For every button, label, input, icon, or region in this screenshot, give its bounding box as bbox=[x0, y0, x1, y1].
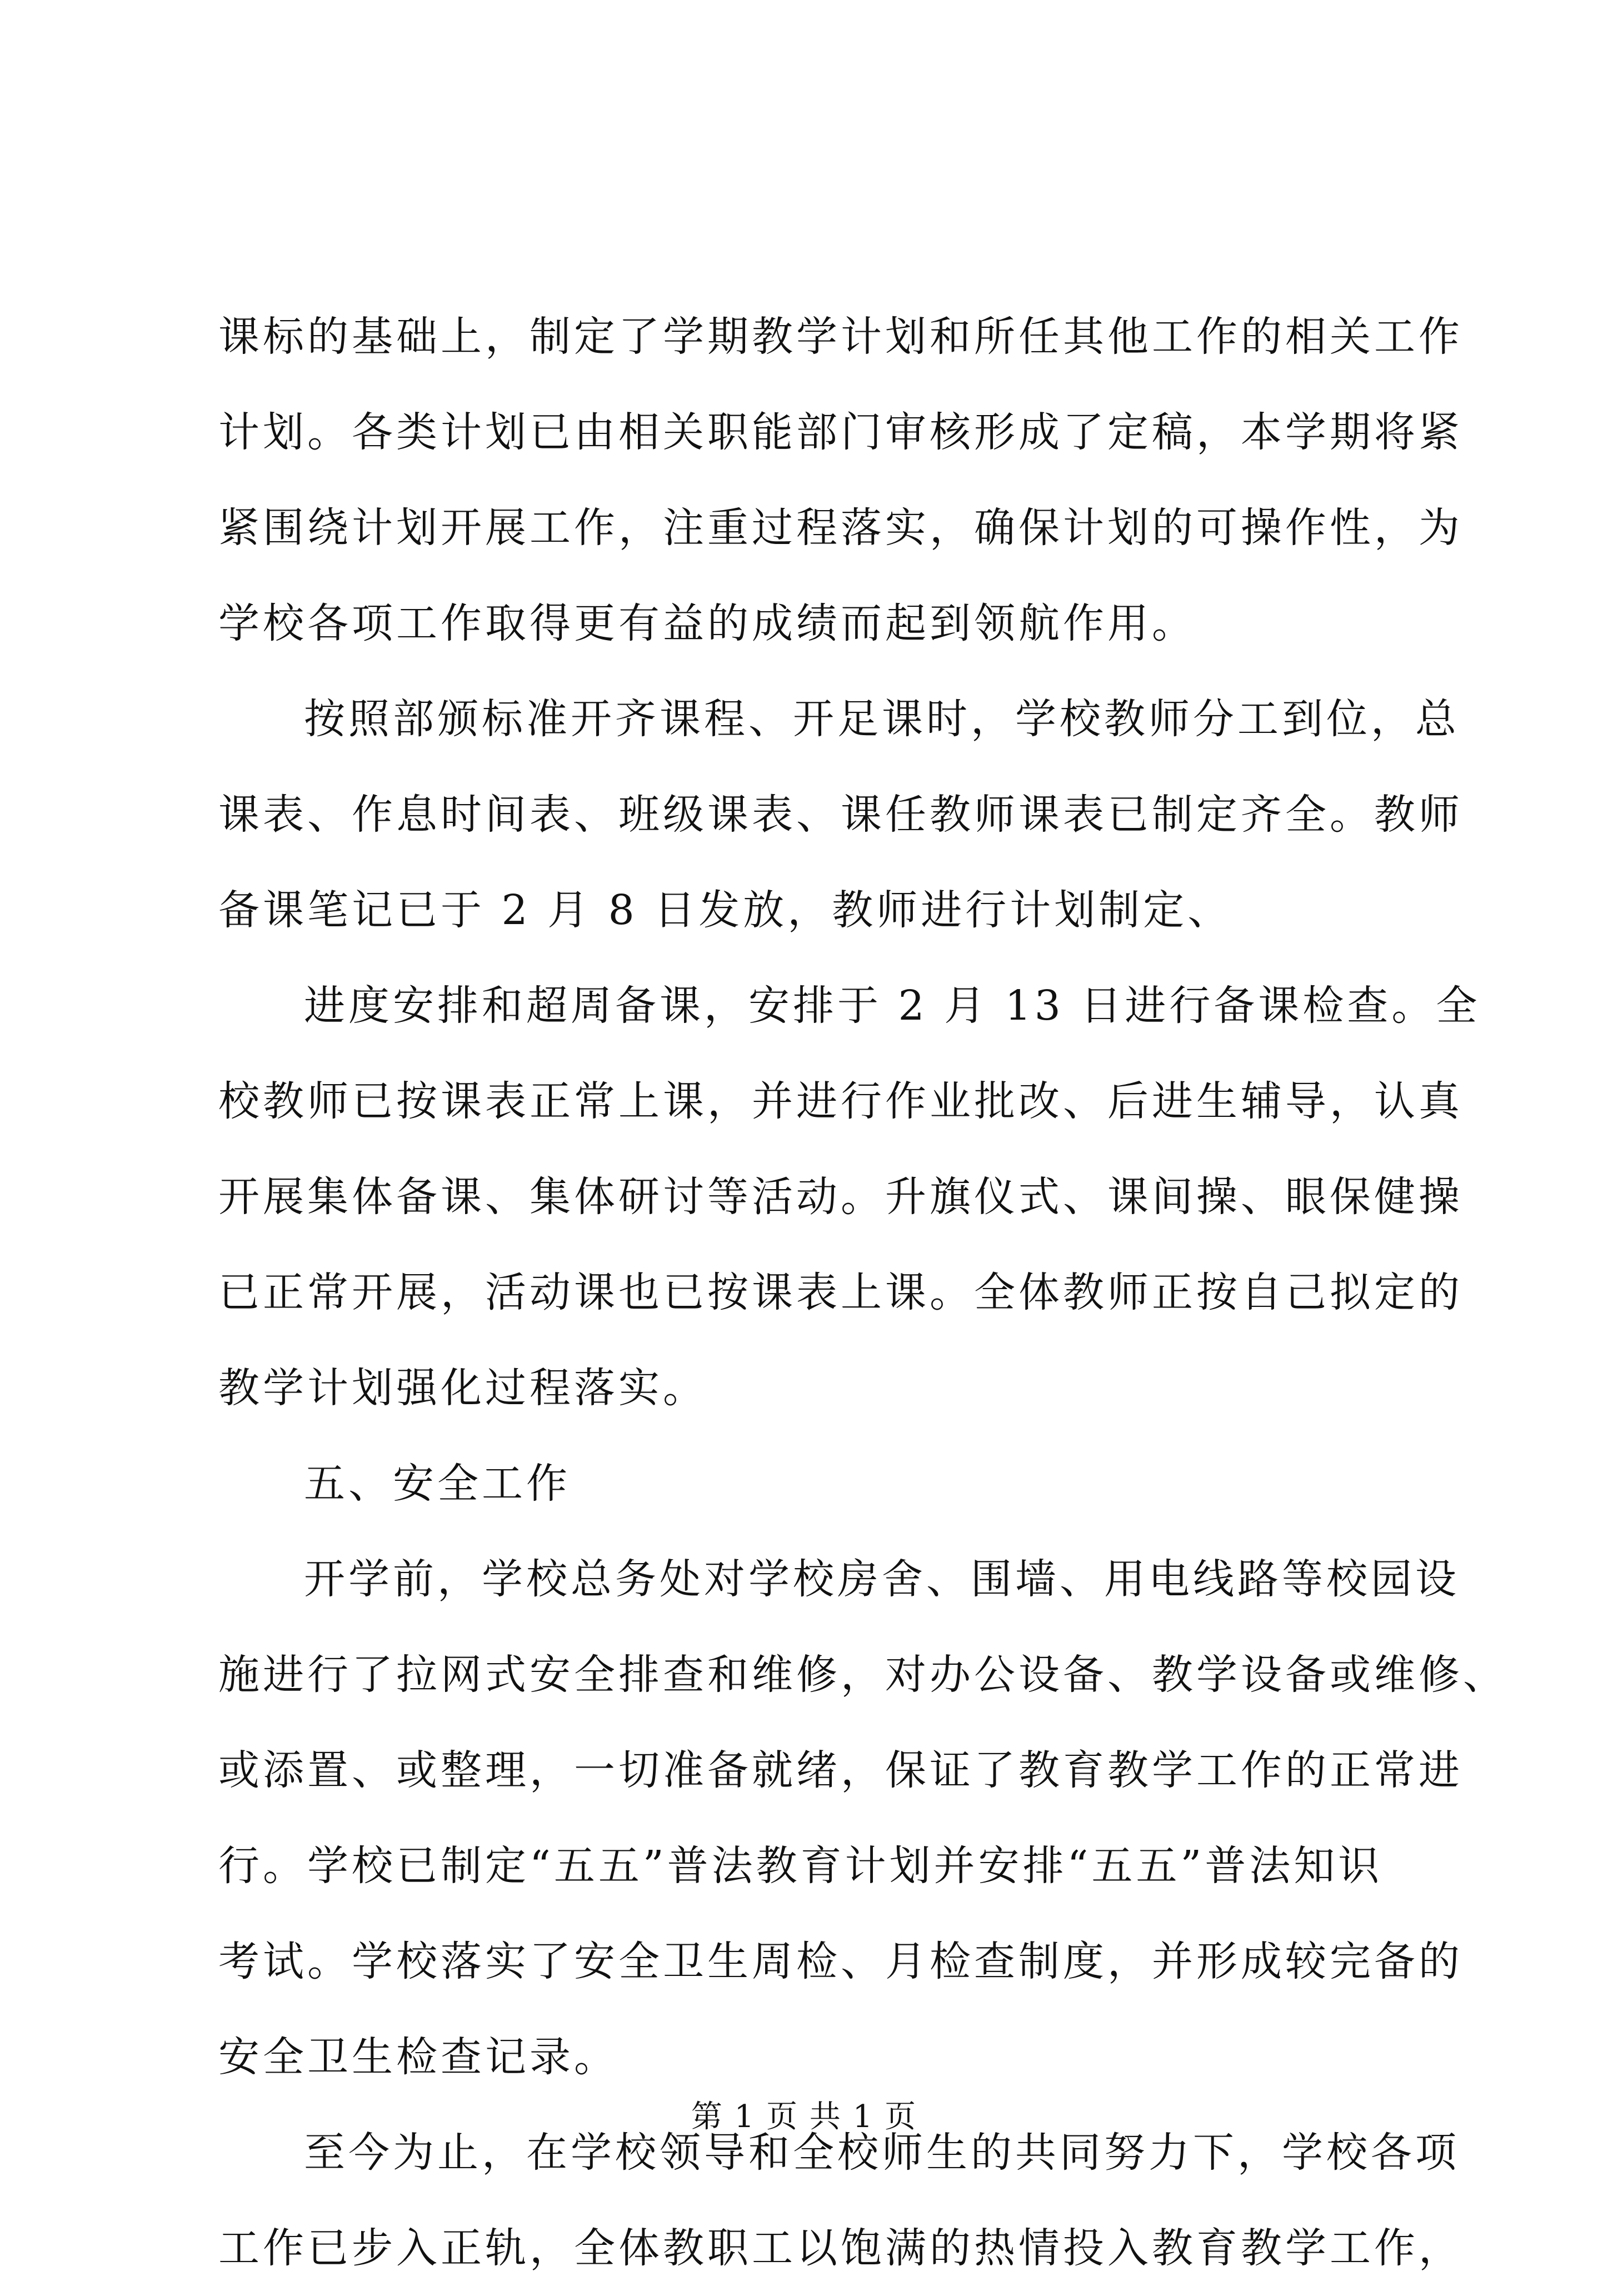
body-line: 开展集体备课、集体研讨等活动。升旗仪式、课间操、眼保健操 bbox=[218, 1173, 1463, 1221]
body-line: 行。学校已制定“五五”普法教育计划并安排“五五”普法知识 bbox=[218, 1842, 1383, 1890]
section-heading: 五、安全工作 bbox=[304, 1460, 571, 1508]
body-line: 校教师已按课表正常上课，并进行作业批改、后进生辅导，认真 bbox=[218, 1077, 1463, 1125]
body-line: 考试。学校落实了安全卫生周检、月检查制度，并形成较完备的 bbox=[218, 1938, 1463, 1985]
body-line: 学校各项工作取得更有益的成绩而起到领航作用。 bbox=[218, 600, 1196, 647]
document-body bbox=[218, 289, 1507, 2296]
body-line: 工作已步入正轨，全体教职工以饱满的热情投入教育教学工作， bbox=[218, 2224, 1463, 2272]
body-line: 安全卫生检查记录。 bbox=[218, 2033, 618, 2081]
body-line: 施进行了拉网式安全排查和维修，对办公设备、教学设备或维修、 bbox=[218, 1651, 1507, 1699]
body-line: 计划。各类计划已由相关职能部门审核形成了定稿，本学期将紧 bbox=[218, 408, 1463, 456]
body-line: 课标的基础上，制定了学期教学计划和所任其他工作的相关工作 bbox=[218, 313, 1463, 361]
paragraph-first-line: 至今为止，在学校领导和全校师生的共同努力下，学校各项 bbox=[304, 2129, 1460, 2177]
page-number-footer: 第 1 页 共 1 页 bbox=[691, 2099, 917, 2135]
body-line: 紧围绕计划开展工作，注重过程落实，确保计划的可操作性，为 bbox=[218, 504, 1463, 552]
paragraph-first-line: 开学前，学校总务处对学校房舍、围墙、用电线路等校园设 bbox=[304, 1555, 1460, 1603]
body-line: 备课笔记已于 2 月 8 日发放，教师进行计划制定、 bbox=[218, 886, 1232, 934]
paragraph-first-line: 按照部颁标准开齐课程、开足课时，学校教师分工到位，总 bbox=[304, 695, 1460, 743]
body-line: 或添置、或整理，一切准备就绪，保证了教育教学工作的正常进 bbox=[218, 1746, 1463, 1794]
paragraph-first-line: 进度安排和超周备课，安排于 2 月 13 日进行备课检查。全 bbox=[304, 982, 1481, 1030]
body-line: 教学计划强化过程落实。 bbox=[218, 1364, 707, 1412]
body-line: 已正常开展，活动课也已按课表上课。全体教师正按自己拟定的 bbox=[218, 1269, 1463, 1316]
body-line: 课表、作息时间表、班级课表、课任教师课表已制定齐全。教师 bbox=[218, 791, 1463, 838]
